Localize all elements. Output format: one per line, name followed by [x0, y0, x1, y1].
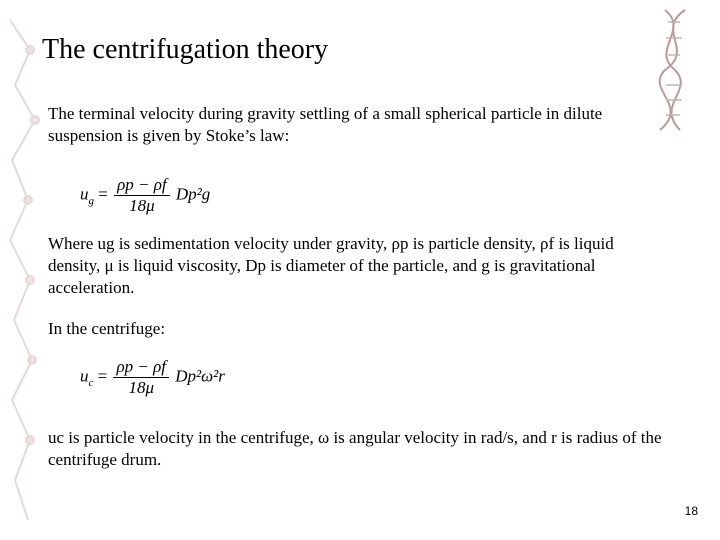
equation-stokes-law — [80, 175, 210, 216]
slide-title: The centrifugation theory — [42, 34, 329, 65]
equation-lhs-subscript: g — [88, 194, 94, 207]
equation-denominator: 18μ — [129, 196, 155, 215]
equation-equals: = — [97, 366, 108, 386]
equation-equals: = — [98, 184, 108, 204]
equation-denominator: 18μ — [128, 378, 155, 397]
equation-numerator: ρp − ρf — [113, 357, 169, 378]
paragraph-centrifuge-intro: In the centrifuge: — [48, 319, 166, 338]
page-number: 18 — [684, 504, 698, 518]
equation-rhs: Dp²g — [175, 184, 211, 204]
equation-lhs: u — [80, 366, 89, 386]
equation-centrifuge-velocity — [80, 357, 225, 398]
equation-lhs-subscript: c — [88, 376, 94, 389]
paragraph-stokes-intro: The terminal velocity during gravity settling of a small spherical particle in dilute suspension is given by Stoke’s law: — [48, 104, 603, 145]
equation-rhs: Dp²ω²r — [175, 366, 225, 386]
equation-numerator: ρp − ρf — [114, 175, 170, 196]
equation-fraction — [114, 175, 170, 216]
paragraph-centrifuge-definitions: uc is particle velocity in the centrifuge, ω is angular velocity in rad/s, and r is radius of the centrifuge drum. — [48, 428, 662, 469]
equation-lhs: u — [80, 184, 89, 204]
paragraph-variable-definitions: Where ug is sedimentation velocity under gravity, ρp is particle density, ρf is liquid density, μ is liquid viscosity, Dp is diameter of the particle, and g is gravitational acceleration. — [48, 234, 614, 297]
equation-fraction — [113, 357, 169, 398]
